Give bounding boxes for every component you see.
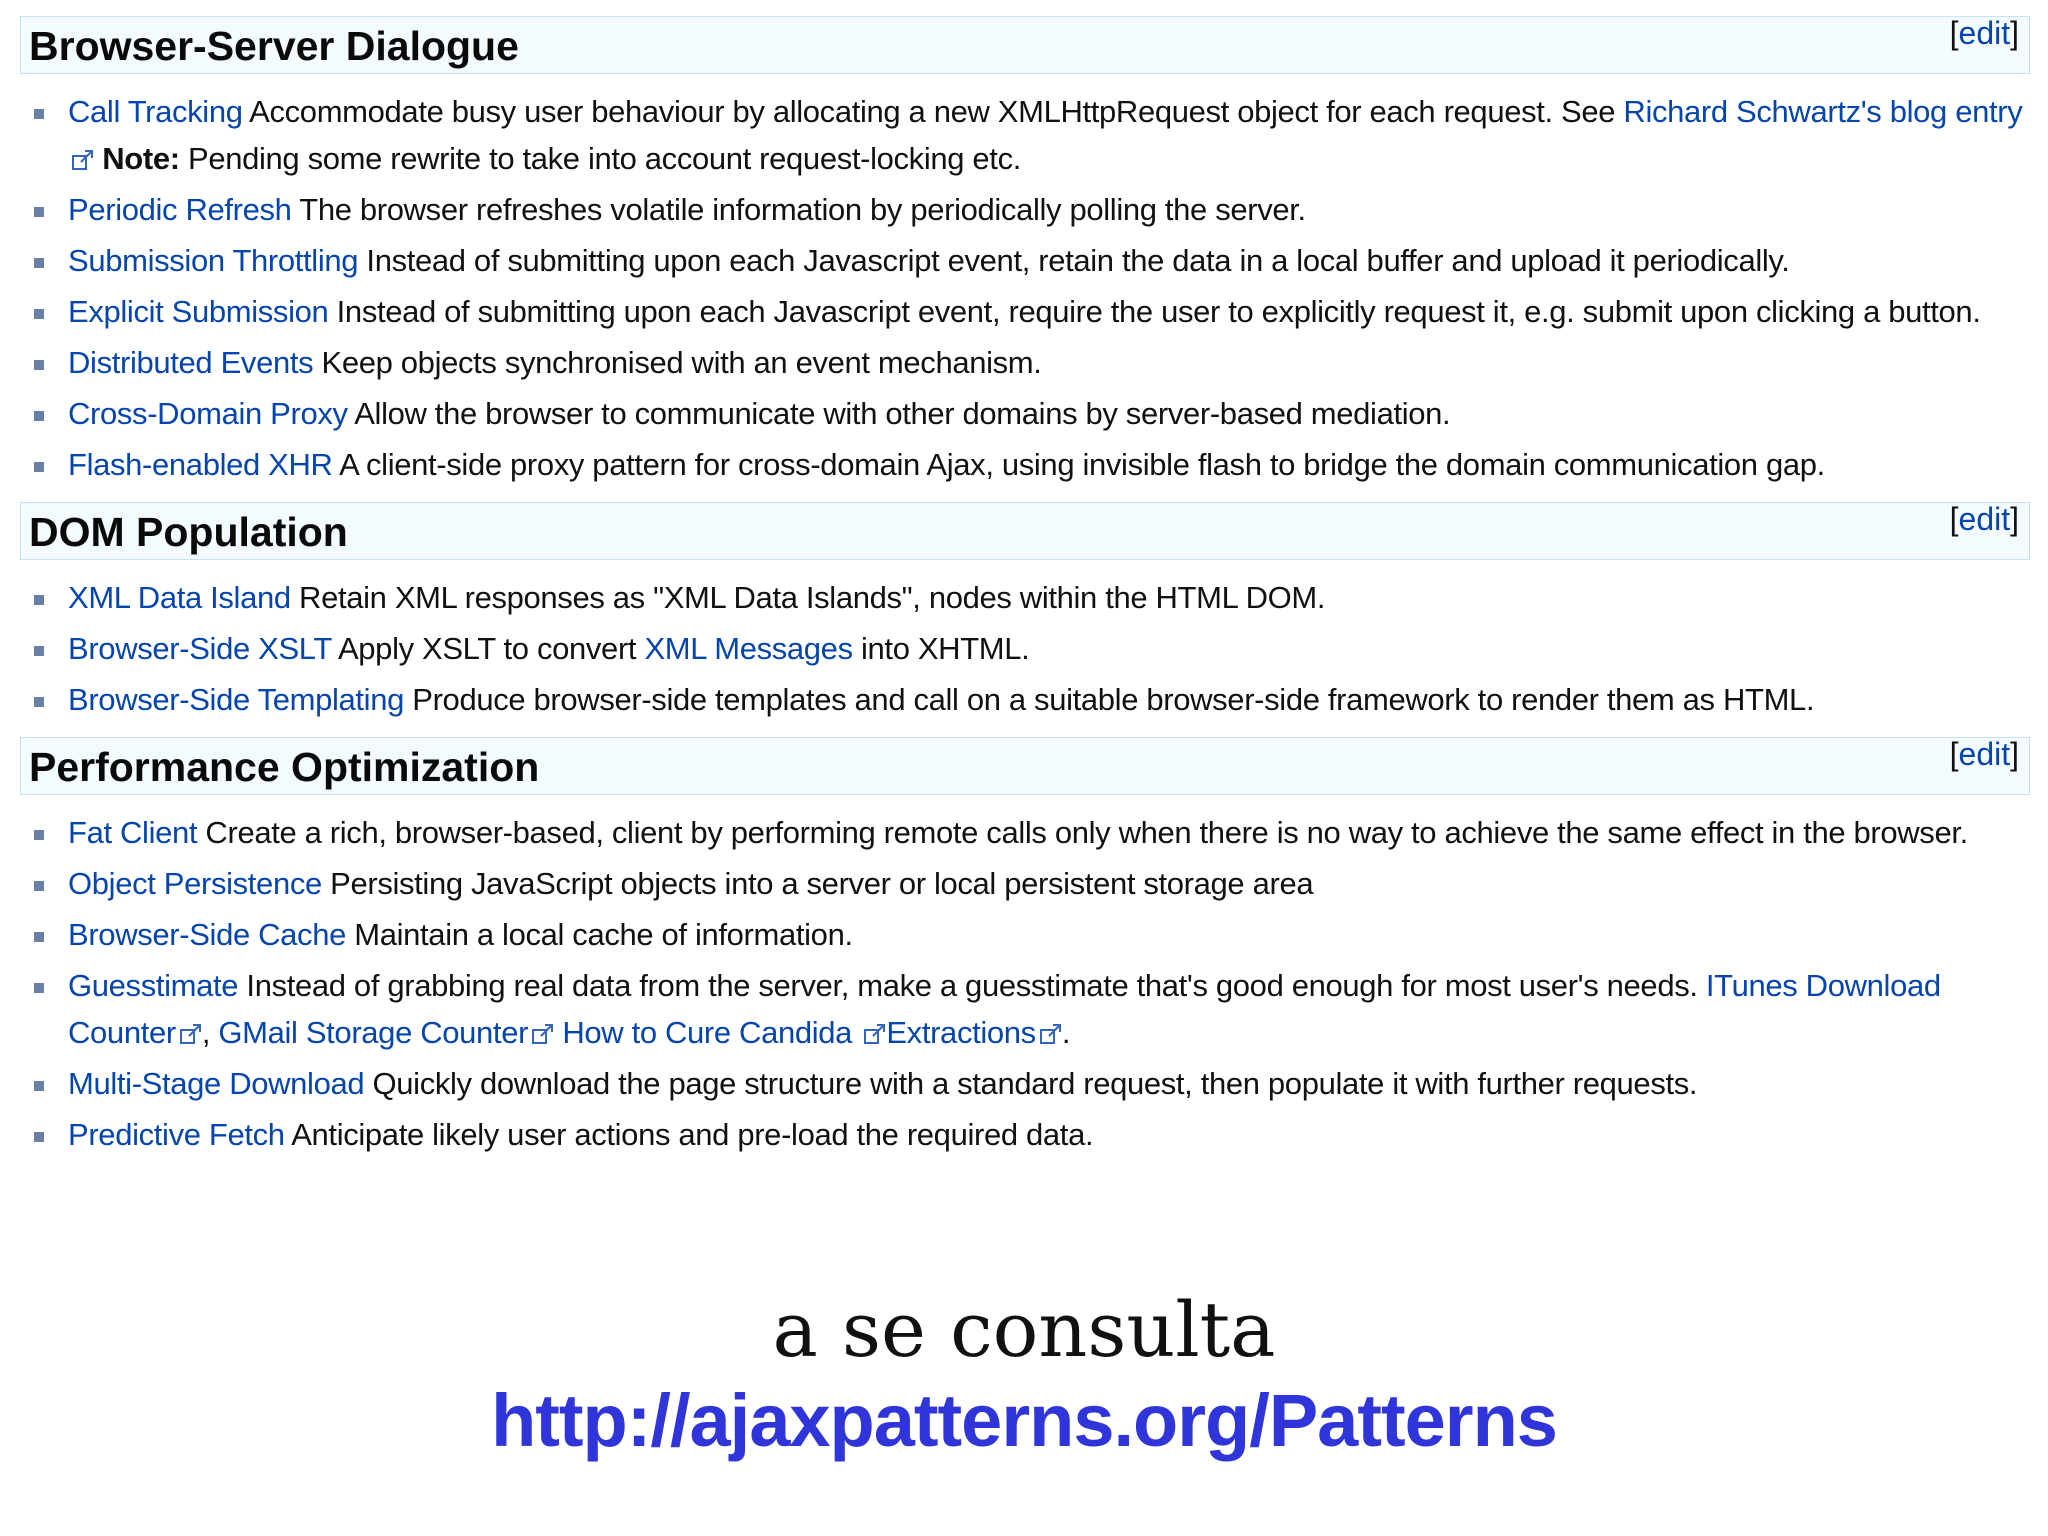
- external-link-icon: [180, 1023, 202, 1045]
- extractions-link[interactable]: Extractions: [886, 1015, 1036, 1050]
- item-description: Instead of grabbing real data from the server, make a guesstimate that's good enough for most user's needs.: [238, 968, 1706, 1003]
- xml-messages-link[interactable]: XML Messages: [644, 631, 853, 666]
- section-header: [20, 16, 2030, 74]
- external-link-icon: [532, 1023, 554, 1045]
- item-description: Apply XSLT to convert: [331, 631, 645, 666]
- item-description: Retain XML responses as "XML Data Islands", nodes within the HTML DOM.: [290, 580, 1326, 615]
- list-item: [20, 574, 2030, 621]
- section-title: Browser-Server Dialogue: [29, 22, 519, 69]
- item-description: A client-side proxy pattern for cross-domain Ajax, using invisible flash to bridge the domain communication gap.: [332, 447, 1825, 482]
- list-item: [20, 625, 2030, 672]
- list-item: [20, 676, 2030, 723]
- edit-link[interactable]: edit: [1958, 501, 2011, 537]
- pattern-link-cross-domain-proxy[interactable]: Cross-Domain Proxy: [68, 396, 348, 431]
- item-description: Persisting JavaScript objects into a server or local persistent storage area: [321, 866, 1314, 901]
- gmail-storage-counter-link[interactable]: GMail Storage Counter: [218, 1015, 529, 1050]
- item-description: Instead of submitting upon each Javascript event, retain the data in a local buffer and upload it periodically.: [358, 243, 1790, 278]
- edit-link-wrapper: [edit]: [1949, 736, 2019, 772]
- wiki-content: [20, 16, 2030, 1172]
- item-description-tail: into XHTML.: [852, 631, 1030, 666]
- item-description: Allow the browser to communicate with other domains by server-based mediation.: [347, 396, 1451, 431]
- section-performance-optimization: [20, 737, 2030, 1158]
- how-to-cure-candida-link[interactable]: How to Cure Candida: [562, 1015, 853, 1050]
- pattern-link-browser-side-templating[interactable]: Browser-Side Templating: [68, 682, 404, 717]
- section-header: [20, 502, 2030, 560]
- pattern-link-predictive-fetch[interactable]: Predictive Fetch: [68, 1117, 285, 1152]
- pattern-list: [20, 88, 2030, 488]
- pattern-link-object-persistence[interactable]: Object Persistence: [68, 866, 322, 901]
- section-dom-population: [20, 502, 2030, 723]
- pattern-link-submission-throttling[interactable]: Submission Throttling: [68, 243, 359, 278]
- external-link-icon: [72, 149, 94, 171]
- list-item: [20, 860, 2030, 907]
- item-description: Maintain a local cache of information.: [345, 917, 853, 952]
- pattern-link-periodic-refresh[interactable]: Periodic Refresh: [68, 192, 292, 227]
- list-item: Guesstimate Instead of grabbing real data from the server, make a guesstimate that's good enough for most user's needs. ITunes Download Counter , GMail Storage Counter How to Cure Candida Extractions .: [20, 962, 2030, 1056]
- pattern-list: [20, 809, 2030, 1158]
- section-browser-server-dialogue: [20, 16, 2030, 488]
- note-text: Pending some rewrite to take into account request-locking etc.: [179, 141, 1021, 176]
- pattern-link-xml-data-island[interactable]: XML Data Island: [68, 580, 291, 615]
- list-item: [20, 288, 2030, 335]
- section-title: Performance Optimization: [29, 743, 540, 790]
- pattern-link-multi-stage-download[interactable]: Multi-Stage Download: [68, 1066, 365, 1101]
- edit-link-wrapper: [edit]: [1949, 501, 2019, 537]
- list-item: [20, 1060, 2030, 1107]
- item-description: The browser refreshes volatile information by periodically polling the server.: [291, 192, 1306, 227]
- list-item: [20, 441, 2030, 488]
- list-item: [20, 1111, 2030, 1158]
- pattern-link-call-tracking[interactable]: Call Tracking: [68, 94, 243, 129]
- item-description: Quickly download the page structure with a standard request, then populate it with further requests.: [364, 1066, 1698, 1101]
- pattern-link-explicit-submission[interactable]: Explicit Submission: [68, 294, 329, 329]
- list-item: [20, 339, 2030, 386]
- note-label: Note:: [102, 141, 180, 176]
- consult-caption: a se consulta: [772, 1285, 1276, 1374]
- edit-link-wrapper: [edit]: [1949, 15, 2019, 51]
- edit-link[interactable]: edit: [1958, 15, 2011, 51]
- list-item: [20, 88, 2030, 182]
- pattern-link-browser-side-cache[interactable]: Browser-Side Cache: [68, 917, 346, 952]
- item-description: Accommodate busy user behaviour by allocating a new XMLHttpRequest object for each request. See: [242, 94, 1624, 129]
- list-item: [20, 186, 2030, 233]
- external-link-icon: [1040, 1023, 1062, 1045]
- edit-link[interactable]: edit: [1958, 736, 2011, 772]
- pattern-link-flash-enabled-xhr[interactable]: Flash-enabled XHR: [68, 447, 333, 482]
- section-title: DOM Population: [29, 508, 348, 555]
- patterns-url[interactable]: http://ajaxpatterns.org/Patterns: [491, 1379, 1557, 1462]
- list-item: [20, 911, 2030, 958]
- external-link-icon: [864, 1023, 886, 1045]
- itunes-download-counter-link[interactable]: ITunes Download Counter: [68, 968, 1941, 1050]
- list-item: [20, 390, 2030, 437]
- list-item: [20, 809, 2030, 856]
- pattern-link-guesstimate[interactable]: Guesstimate: [68, 968, 239, 1003]
- item-description: Create a rich, browser-based, client by performing remote calls only when there is no way to achieve the same effect in the browser.: [197, 815, 1968, 850]
- section-header: [20, 737, 2030, 795]
- pattern-link-distributed-events[interactable]: Distributed Events: [68, 345, 314, 380]
- item-description: Keep objects synchronised with an event mechanism.: [313, 345, 1042, 380]
- list-item: [20, 237, 2030, 284]
- pattern-list: [20, 574, 2030, 723]
- item-description: Produce browser-side templates and call on a suitable browser-side framework to render them as HTML.: [403, 682, 1815, 717]
- item-description: Instead of submitting upon each Javascript event, require the user to explicitly request it, e.g. submit upon clicking a button.: [328, 294, 1981, 329]
- blog-entry-link[interactable]: Richard Schwartz's blog entry: [1623, 94, 2023, 129]
- pattern-link-fat-client[interactable]: Fat Client: [68, 815, 198, 850]
- item-description: Anticipate likely user actions and pre-load the required data.: [284, 1117, 1094, 1152]
- pattern-link-browser-side-xslt[interactable]: Browser-Side XSLT: [68, 631, 332, 666]
